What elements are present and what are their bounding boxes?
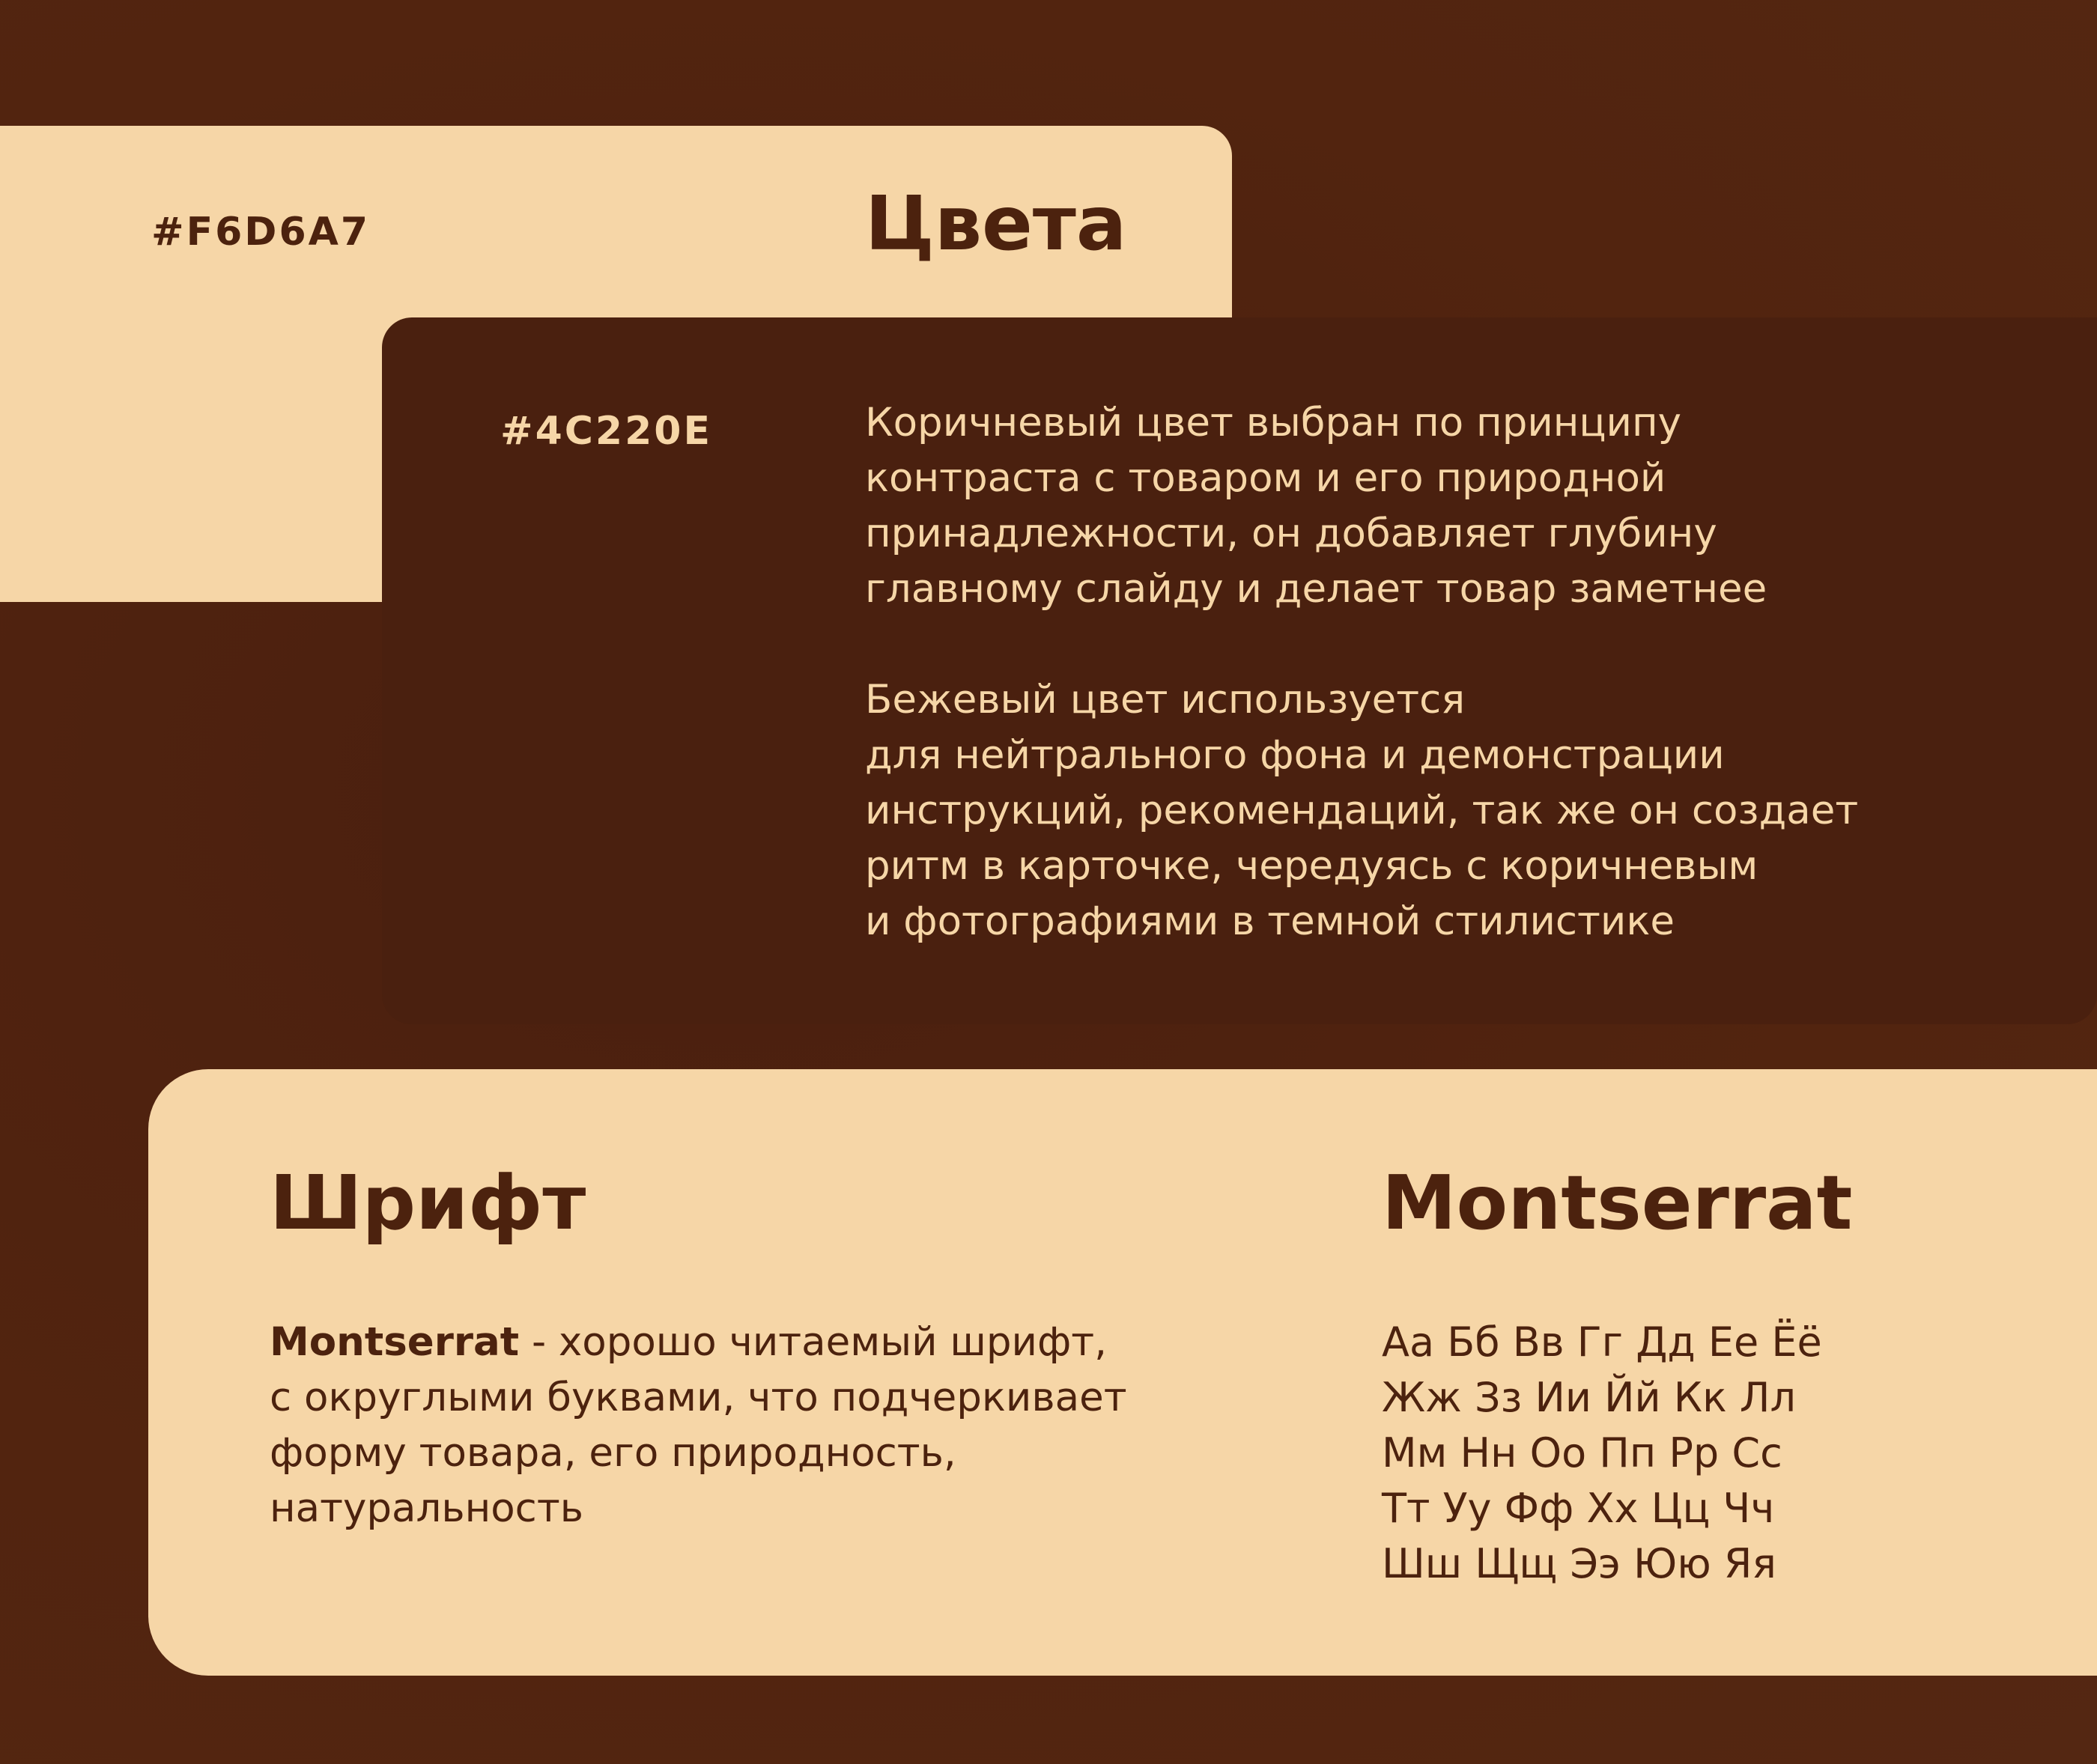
alphabet-line: Тт Уу Фф Хх Цц Чч <box>1382 1485 1775 1532</box>
colors-description <box>865 395 2048 949</box>
alphabet-line: Мм Нн Оо Пп Рр Сс <box>1382 1429 1782 1476</box>
colors-description-line: контраста с товаром и его природной <box>865 455 1666 501</box>
font-description-rest: - хорошо читаемый шрифт, <box>519 1319 1108 1365</box>
font-description-name: Montserrat <box>270 1319 520 1365</box>
colors-description-line: главному слайду и делает товар заметнее <box>865 566 1767 612</box>
alphabet-sample <box>1382 1315 1822 1592</box>
colors-description-line: принадлежности, он добавляет глубину <box>865 511 1717 556</box>
font-description <box>270 1315 1303 1536</box>
colors-description-line: для нейтрального фона и демонстрации <box>865 732 1725 778</box>
alphabet-line: Аа Бб Вв Гг Дд Ее Ёё <box>1382 1319 1822 1366</box>
colors-description-line: Бежевый цвет используется <box>865 677 1466 723</box>
font-description-line <box>270 1315 1303 1370</box>
font-heading: Шрифт <box>270 1159 586 1247</box>
colors-description-line: и фотографиями в темной стилистике <box>865 898 1675 944</box>
colors-description-line: ритм в карточке, чередуясь с коричневым <box>865 843 1758 889</box>
brown-hex-code: #4C220E <box>500 409 712 454</box>
beige-hex-code: #F6D6A7 <box>151 210 371 255</box>
font-description-line: натуральность <box>270 1485 583 1531</box>
colors-description-line: Коричневый цвет выбран по принципу <box>865 400 1681 445</box>
colors-description-line: инструкций, рекомендаций, так же он создает <box>865 788 1859 833</box>
colors-heading: Цвета <box>865 180 1127 267</box>
font-description-line: с округлыми буквами, что подчеркивает <box>270 1375 1127 1420</box>
font-name-heading: Montserrat <box>1382 1159 1853 1247</box>
alphabet-line: Жж Зз Ии Йй Кк Лл <box>1382 1374 1797 1421</box>
alphabet-line: Шш Щщ Ээ Юю Яя <box>1382 1540 1776 1587</box>
font-description-line: форму товара, его природность, <box>270 1430 956 1476</box>
